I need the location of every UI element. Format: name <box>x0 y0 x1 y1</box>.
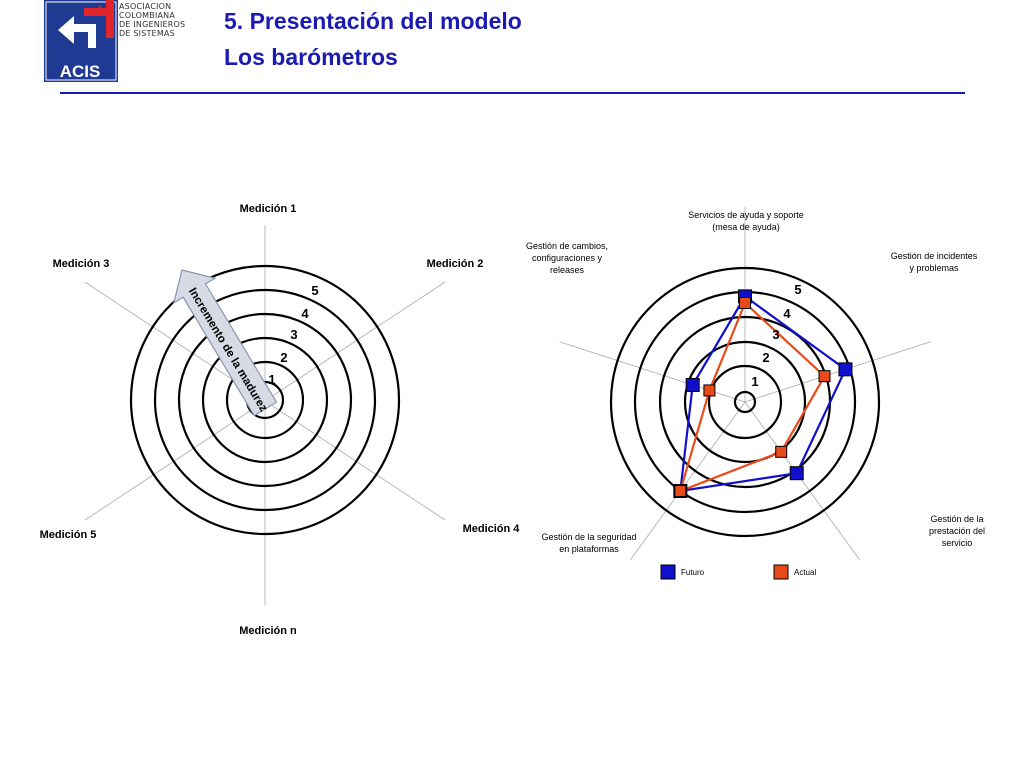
ring-label: 4 <box>783 306 791 321</box>
data-point-futuro <box>686 379 699 392</box>
page-title: 5. Presentación del modelo <box>224 8 522 34</box>
data-point-actual <box>704 385 715 396</box>
radar-spoke <box>745 402 860 560</box>
axis-label-medicion-n: Medición n <box>239 625 297 637</box>
ring-label: 4 <box>301 306 309 321</box>
axis-label-mesa-ayuda: Servicios de ayuda y soporte (mesa de ayuda) <box>688 210 804 232</box>
radar-spoke <box>745 342 930 402</box>
logo-text: ACIS <box>59 62 101 81</box>
axis-label-prestacion: Gestión de la prestación del servicio <box>928 514 986 548</box>
axis-label-medicion-2: Medición 2 <box>426 258 484 270</box>
data-point-actual <box>740 298 751 309</box>
legend-current-label: Actual <box>794 568 817 577</box>
ring-label: 2 <box>280 350 288 365</box>
axis-label-seguridad: Gestión de la seguridad en plataformas <box>541 532 637 554</box>
legend <box>661 565 816 579</box>
axis-label-medicion-3: Medición 3 <box>52 258 110 270</box>
ring-label: 3 <box>290 327 298 342</box>
data-point-futuro <box>839 363 852 376</box>
data-point-actual <box>776 446 787 457</box>
legend-future-label: Futuro <box>681 568 705 577</box>
axis-label-cambios: Gestión de cambios, configuraciones y releases <box>525 241 609 275</box>
axis-label-medicion-1: Medición 1 <box>239 203 297 215</box>
ring-label: 1 <box>751 374 759 389</box>
ring-label: 1 <box>268 372 276 387</box>
ring-label: 2 <box>762 350 770 365</box>
data-point-actual <box>819 371 830 382</box>
legend-future-swatch <box>661 565 675 579</box>
axis-label-medicion-4: Medición 4 <box>462 523 520 535</box>
organization-name: ASOCIACION COLOMBIANA DE INGENIEROS DE SISTEMAS <box>119 2 186 38</box>
data-point-actual <box>675 485 686 496</box>
legend-current-swatch <box>774 565 788 579</box>
right-barometer <box>526 207 985 579</box>
left-barometer <box>40 203 521 637</box>
ring-label: 3 <box>772 327 780 342</box>
axis-label-incidentes: Gestión de incidentes y problemas <box>890 251 978 273</box>
ring-label: 5 <box>311 283 319 298</box>
axis-label-medicion-5: Medición 5 <box>39 529 97 541</box>
ring-label: 5 <box>794 282 802 297</box>
maturity-arrow-label: Incremento de la madurez <box>185 286 270 414</box>
page-subtitle: Los barómetros <box>224 44 398 70</box>
data-point-futuro <box>790 467 803 480</box>
